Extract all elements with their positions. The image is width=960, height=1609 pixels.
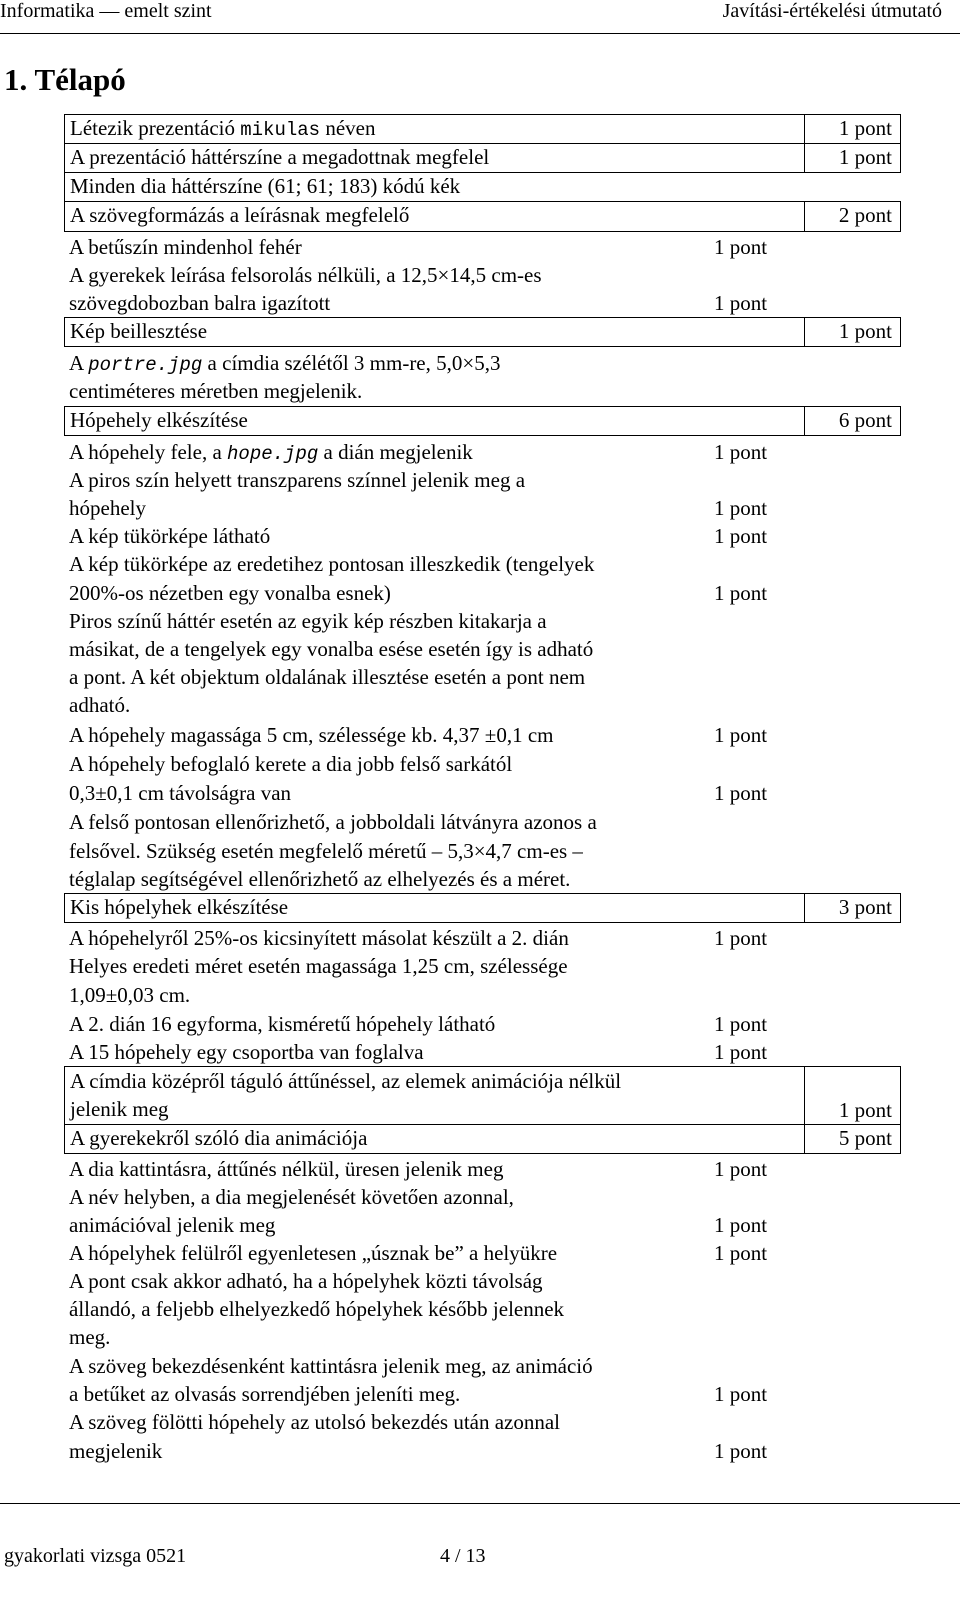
sub-criterion: A kép tükörképe látható (69, 524, 271, 548)
criterion-box: Hópehely elkészítése 6 pont (64, 406, 901, 436)
note-text: állandó, a feljebb elhelyezkedő hópelyhek később jelennek (69, 1297, 565, 1321)
sub-points: 1 pont (714, 1157, 768, 1181)
points-cell: 3 pont (804, 894, 900, 922)
task-title: 1. Télapó (4, 62, 126, 97)
sub-criterion: A gyerekek leírása felsorolás nélküli, a 12,5×14,5 cm-es (69, 263, 542, 287)
sub-points: 1 pont (714, 1439, 768, 1463)
points-cell: 6 pont (804, 407, 900, 435)
sub-criterion: 0,3±0,1 cm távolságra van (69, 781, 292, 805)
criterion-box: Létezik prezentáció mikulas néven 1 pont (64, 114, 901, 144)
points-cell: 2 pont (804, 202, 900, 231)
header-subject: Informatika — emelt szint (0, 0, 212, 22)
sub-points: 1 pont (714, 723, 768, 747)
sub-criterion: A kép tükörképe az eredetihez pontosan illeszkedik (tengelyek (69, 552, 595, 576)
sub-points: 1 pont (714, 1382, 768, 1406)
sub-criterion: A hópelyhek felülről egyenletesen „úsznak be” a helyükre (69, 1241, 558, 1265)
sub-criterion: animációval jelenik meg (69, 1213, 276, 1237)
sub-points: 1 pont (714, 926, 768, 950)
points-cell: 5 pont (804, 1125, 900, 1153)
points-cell: 1 pont (804, 115, 900, 143)
sub-criterion: A 15 hópehely egy csoportba van foglalva (69, 1040, 424, 1064)
sub-criterion: A hópehely magassága 5 cm, szélessége kb. 4,37 ±0,1 cm (69, 723, 554, 747)
note-text: a pont. A két objektum oldalának illesztése esetén a pont nem (69, 665, 586, 689)
header-divider (0, 33, 960, 34)
filename-code: hope.jpg (227, 443, 319, 465)
sub-points: 1 pont (714, 1012, 768, 1036)
sub-criterion: A szöveg fölötti hópehely az utolsó bekezdés után azonnal (69, 1410, 561, 1434)
sub-criterion: A hópehely fele, a hope.jpg a dián megjelenik (69, 440, 473, 465)
sub-criterion: A portre.jpg a címdia szélétől 3 mm-re, 5,0×5,3 (69, 351, 501, 376)
note-text: Piros színű háttér esetén az egyik kép részben kitakarja a (69, 609, 547, 633)
sub-criterion: centiméteres méretben megjelenik. (69, 379, 363, 403)
header-doc-type: Javítási-értékelési útmutató (722, 0, 942, 22)
note-text: A felső pontosan ellenőrizhető, a jobboldali látványra azonos a (69, 810, 597, 834)
sub-points: 1 pont (714, 1040, 768, 1064)
filename-code: mikulas (240, 119, 321, 141)
criterion-box: A prezentáció háttérszíne a megadottnak megfelel 1 pont (64, 143, 901, 173)
points-cell: 1 pont (804, 144, 900, 172)
criterion-box: Kis hópelyhek elkészítése 3 pont (64, 893, 901, 923)
sub-criterion: A név helyben, a dia megjelenését követően azonnal, (69, 1185, 514, 1209)
sub-criterion: A szöveg bekezdésenként kattintásra jelenik meg, az animáció (69, 1354, 593, 1378)
criterion-box: Minden dia háttérszíne (61; 61; 183) kódú kék (64, 172, 901, 202)
sub-criterion: A 2. dián 16 egyforma, kisméretű hópehely látható (69, 1012, 496, 1036)
sub-points: 1 pont (714, 1213, 768, 1237)
sub-points: 1 pont (714, 524, 768, 548)
sub-criterion: A piros szín helyett transzparens színnel jelenik meg a (69, 468, 526, 492)
page-header (0, 0, 960, 30)
sub-criterion: A dia kattintásra, áttűnés nélkül, üresen jelenik meg (69, 1157, 504, 1181)
page-number: 4 / 13 (440, 1545, 486, 1567)
sub-points: 1 pont (714, 1241, 768, 1265)
footer-exam-code: gyakorlati vizsga 0521 (4, 1545, 187, 1567)
note-text: A pont csak akkor adható, ha a hópelyhek közti távolság (69, 1269, 543, 1293)
sub-criterion: szövegdobozban balra igazított (69, 291, 331, 315)
sub-points: 1 pont (714, 291, 768, 315)
sub-criterion: A hópehelyről 25%-os kicsinyített másolat készült a 2. dián (69, 926, 569, 950)
sub-points: 1 pont (714, 581, 768, 605)
criterion-box: A címdia középről táguló áttűnéssel, az elemek animációja nélkül jelenik meg 1 pont (64, 1066, 901, 1125)
note-text: 1,09±0,03 cm. (69, 983, 191, 1007)
criterion-box: Kép beillesztése 1 pont (64, 317, 901, 347)
footer-divider (0, 1503, 960, 1504)
note-text: téglalap segítségével ellenőrizhető az elhelyezés és a méret. (69, 867, 571, 891)
criterion-box: A szövegformázás a leírásnak megfelelő 2 pont (64, 201, 901, 232)
note-text: másikat, de a tengelyek egy vonalba esése esetén így is adható (69, 637, 594, 661)
sub-points: 1 pont (714, 496, 768, 520)
sub-criterion: hópehely (69, 496, 146, 520)
filename-code: portre.jpg (88, 354, 203, 376)
note-text: Helyes eredeti méret esetén magassága 1,25 cm, szélessége (69, 954, 568, 978)
sub-criterion: a betűket az olvasás sorrendjében jeleníti meg. (69, 1382, 461, 1406)
sub-points: 1 pont (714, 235, 768, 259)
points-cell: 1 pont (804, 318, 900, 346)
sub-points: 1 pont (714, 781, 768, 805)
note-text: felsővel. Szükség esetén megfelelő méretű – 5,3×4,7 cm-es – (69, 839, 583, 863)
sub-criterion: A betűszín mindenhol fehér (69, 235, 302, 259)
criterion-box: A gyerekekről szóló dia animációja 5 pont (64, 1124, 901, 1154)
note-text: adható. (69, 693, 131, 717)
sub-criterion: megjelenik (69, 1439, 163, 1463)
sub-criterion: A hópehely befoglaló kerete a dia jobb felső sarkától (69, 752, 513, 776)
note-text: meg. (69, 1325, 111, 1349)
sub-points: 1 pont (714, 440, 768, 464)
points-cell: 1 pont (804, 1067, 900, 1124)
sub-criterion: 200%-os nézetben egy vonalba esnek) (69, 581, 391, 605)
